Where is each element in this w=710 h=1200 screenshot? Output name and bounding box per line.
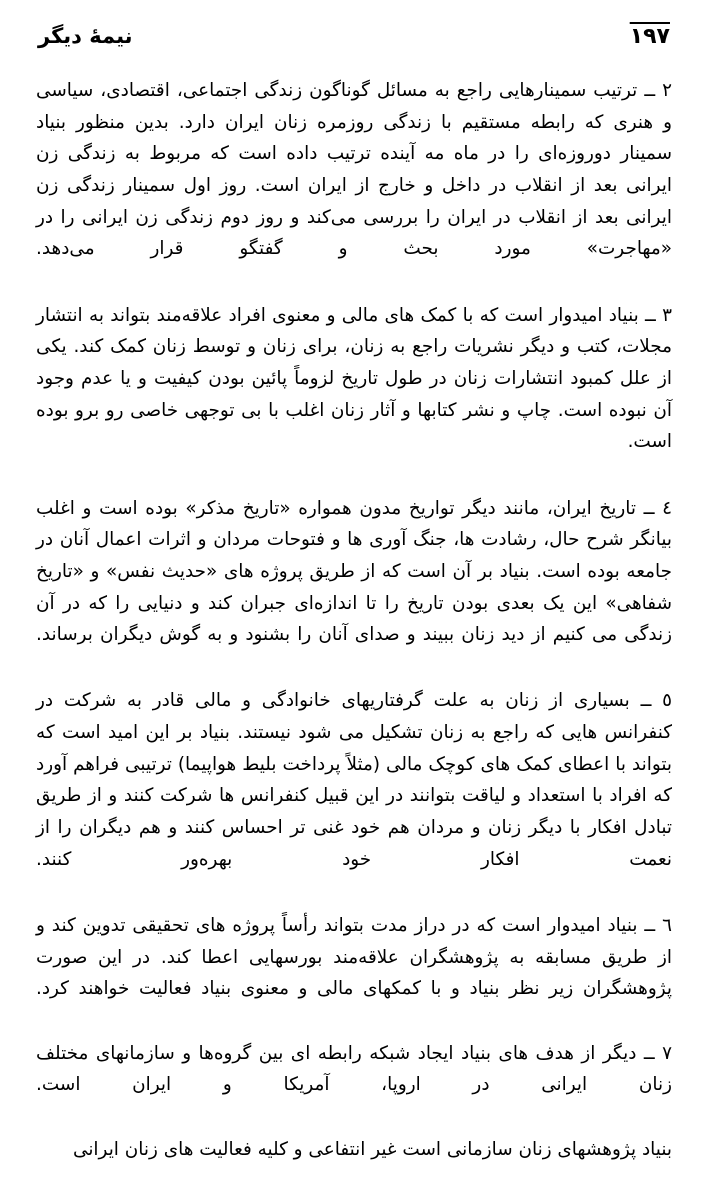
paragraph-7: ۷ ــ دیگر از هدف های بنیاد ایجاد شبکه رابطه ای بین گروه‌ها و سازمانهای مختلف زنان ایرانی در اروپا، آمریکا و ایران است.: [36, 1042, 672, 1096]
paragraph-3: ۳ ــ بنیاد امیدوار است که با کمک های مالی و معنوی افراد علاقه‌مند بتواند به انتشار مجلات، کتب و دیگر نشریات راجع به زنان، برای زنان و توسط زنان کمک کند. یکی از علل کمبود انتشارات زنان در طول تاریخ لزوماً پائین بودن کیفیت و یا عدم وجود آن نبوده است. چاپ و نشر کتابها و آثار زنان اغلب با بی توجهی خاصی رو برو بوده است.: [36, 304, 672, 453]
body-text: [36, 75, 672, 1165]
paragraph-4: ٤ ــ تاریخ ایران، مانند دیگر تواریخ مدون همواره «تاریخ مذکر» بوده است و اغلب بیانگر شرح حال، رشادت ها، جنگ آوری ها و فتوحات مردان و اثرات اعمال آنان در جامعه بوده است. بنیاد بر آن است که از طریق پروژه های «حدیث نفس» و «تاریخ شفاهی» این یک بعدی بودن تاریخ را تا اندازه‌ای جبران کند و دنیایی را که در آن زندگی می کنیم از دید زنان ببیند و صدای آنان را بشنود و به گوش دیگران برساند.: [36, 497, 672, 646]
paragraph-closing: بنیاد پژوهشهای زنان سازمانی است غیر انتفاعی و کلیه فعالیت های زنان ایرانی: [72, 1138, 672, 1160]
paragraph-2: ۲ ــ ترتیب سمینارهایی راجع به مسائل گوناگون زندگی اجتماعی، اقتصادی، سیاسی و هنری که رابطه مستقیم با زندگی روزمره زنان ایران دارد. بدین منظور بنیاد سمینار دوروزه‌ای را در ماه مه آینده ترتیب داده است که مربوط به زندگی زن ایرانی بعد از انقلاب در داخل و خارج از ایران است. روز اول سمینار زندگی زن ایرانی بعد از انقلاب در ایران را بررسی می‌کند و روز دوم زندگی زن ایرانی را در «مهاجرت» مورد بحث و گفتگو قرار می‌دهد.: [36, 80, 672, 260]
page-header: [36, 22, 672, 49]
paragraph-6: ٦ ــ بنیاد امیدوار است که در دراز مدت بتواند رأساً پروژه های تحقیقی تدوین کند و از طریق مسابقه به پژوهشگران علاقه‌مند بورسهایی اعطا کند. در این صورت پژوهشگران زیر نظر بنیاد و با کمکهای مالی و معنوی بنیاد فعالیت خواهند کرد.: [36, 915, 672, 1000]
page-number: ۱۹۷: [629, 24, 670, 49]
paragraph-5: ٥ ــ بسیاری از زنان به علت گرفتاریهای خانوادگی و مالی قادر به شرکت در کنفرانس هایی که راجع به زنان تشکیل می شود نیستند. بنیاد بر این امید است که بتواند با اعطای کمک های کوچک مالی (مثلاً پرداخت بلیط هواپیما) ترتیبی فراهم آورد که افراد با استعداد و لیاقت بتوانند در این قبیل کنفرانس ها شرکت کنند و از طریق تبادل افکار با دیگر زنان و مردان هم خود غنی تر احساس کنند و هم دیگران را از نعمت افکار خود بهره‌ور کنند.: [36, 690, 672, 870]
book-title: نیمهٔ دیگر: [38, 24, 133, 48]
